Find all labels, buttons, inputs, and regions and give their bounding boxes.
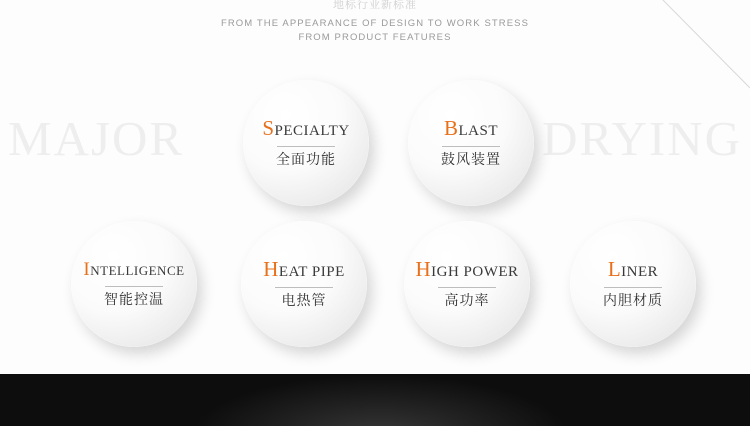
subtitle-line-1: FROM THE APPEARANCE OF DESIGN TO WORK STRESS xyxy=(220,18,530,29)
subtitle-line-2: FROM PRODUCT FEATURES xyxy=(298,32,452,43)
divider xyxy=(604,287,662,288)
divider xyxy=(442,146,500,147)
feature-title-intelligence xyxy=(83,260,184,279)
feature-initial-liner: L xyxy=(607,257,622,281)
feature-title-high-power xyxy=(415,259,518,280)
feature-rest-intelligence: NTELLIGENCE xyxy=(90,263,185,278)
feature-circle-heat-pipe[interactable] xyxy=(241,221,367,347)
feature-circle-liner[interactable] xyxy=(570,221,696,347)
decorative-diagonal-line xyxy=(610,0,750,95)
feature-rest-high-power: IGH POWER xyxy=(431,264,519,280)
feature-circle-intelligence[interactable] xyxy=(71,221,197,347)
feature-subtitle-liner: 内胆材质 xyxy=(603,294,663,309)
divider xyxy=(277,146,335,147)
feature-initial-intelligence: I xyxy=(83,259,91,280)
feature-circle-blast[interactable] xyxy=(408,80,534,206)
band-glow xyxy=(190,374,570,426)
feature-rest-heat-pipe: EAT PIPE xyxy=(278,264,345,280)
feature-rest-liner: INER xyxy=(621,264,659,280)
feature-initial-specialty: S xyxy=(262,116,275,140)
feature-circle-specialty[interactable] xyxy=(243,80,369,206)
divider xyxy=(275,287,333,288)
feature-subtitle-intelligence: 智能控温 xyxy=(104,293,164,308)
feature-initial-high-power: H xyxy=(415,257,432,281)
faint-top-text: 地标行业新标准 xyxy=(333,0,417,11)
divider xyxy=(105,286,163,287)
ghost-word-left: MAJOR xyxy=(8,111,185,166)
feature-subtitle-specialty: 全面功能 xyxy=(276,153,336,168)
feature-subtitle-heat-pipe: 电热管 xyxy=(281,294,327,309)
feature-subtitle-high-power: 高功率 xyxy=(444,294,490,309)
feature-title-specialty xyxy=(262,118,349,139)
feature-circle-high-power[interactable] xyxy=(404,221,530,347)
divider xyxy=(438,287,496,288)
feature-title-blast xyxy=(444,118,498,139)
feature-rest-blast: LAST xyxy=(458,123,498,139)
feature-initial-blast: B xyxy=(443,116,459,140)
feature-subtitle-blast: 鼓风装置 xyxy=(441,153,501,168)
feature-initial-heat-pipe: H xyxy=(263,257,279,281)
ghost-word-right: DRYING xyxy=(542,111,742,166)
feature-title-heat-pipe xyxy=(263,259,345,280)
bottom-dark-band xyxy=(0,374,750,426)
feature-rest-specialty: PECIALTY xyxy=(274,123,350,139)
feature-title-liner xyxy=(608,259,658,280)
